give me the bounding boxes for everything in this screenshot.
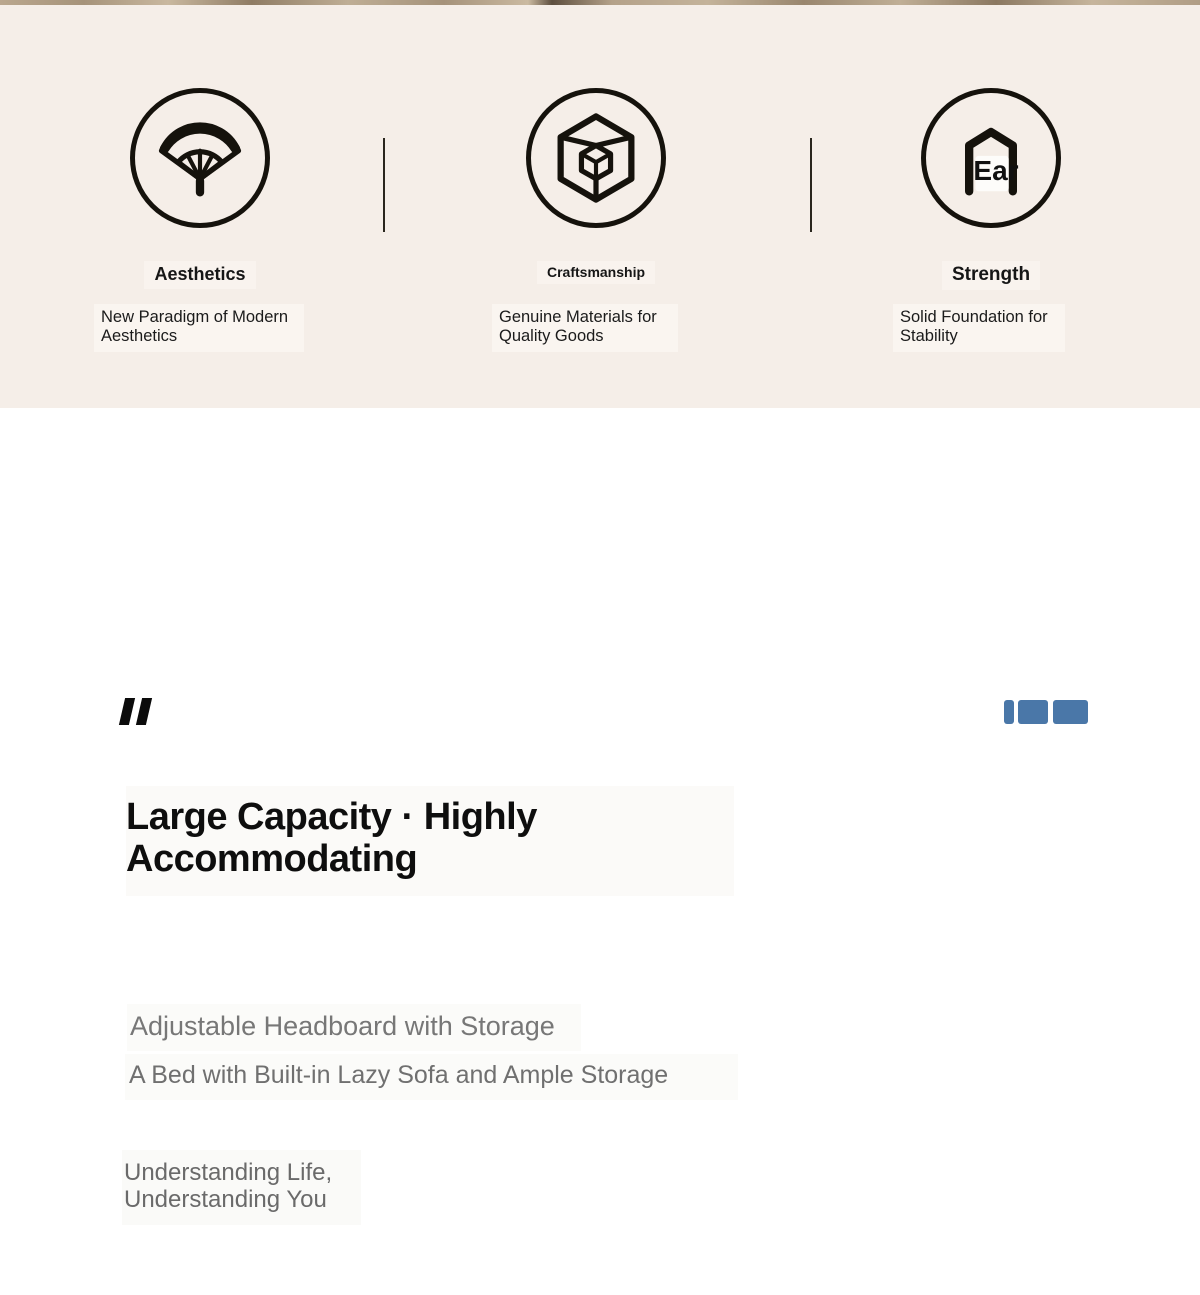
- feature-desc-aesthetics: New Paradigm of Modern Aesthetics: [94, 304, 304, 352]
- feature-title-label: Aesthetics: [144, 261, 255, 289]
- feature-title-aesthetics: [95, 261, 305, 289]
- vertical-divider: [383, 138, 385, 232]
- features-band: [0, 5, 1200, 408]
- tagline-line1: Understanding Life,: [124, 1159, 333, 1186]
- cube-icon: [526, 88, 666, 228]
- feature-title-label: Strength: [942, 261, 1040, 290]
- feature-desc-strength: Solid Foundation for Stability: [893, 304, 1065, 352]
- section-heading: Large Capacity · Highly Accommodating: [126, 796, 537, 880]
- subtext: A Bed with Built-in Lazy Sofa and Ample Storage: [125, 1054, 738, 1100]
- feature-title-craftsmanship: [491, 261, 701, 284]
- feature-title-label: Craftsmanship: [537, 261, 655, 284]
- carousel-indicator-2[interactable]: [1018, 700, 1048, 724]
- house-icon-text: Ear: [973, 155, 1019, 186]
- house-ear-icon: [921, 88, 1061, 228]
- feature-title-strength: [886, 261, 1096, 290]
- tagline: [122, 1150, 361, 1225]
- fan-icon: [130, 88, 270, 228]
- carousel-indicator-3[interactable]: [1053, 700, 1088, 724]
- vertical-divider: [810, 138, 812, 232]
- subheading: Adjustable Headboard with Storage: [127, 1004, 581, 1051]
- feature-desc-craftsmanship: Genuine Materials for Quality Goods: [492, 304, 678, 352]
- quote-icon: [122, 698, 156, 730]
- tagline-line2: Understanding You: [124, 1186, 327, 1213]
- carousel-indicator-1[interactable]: [1004, 700, 1014, 724]
- section-heading-box: [126, 786, 734, 896]
